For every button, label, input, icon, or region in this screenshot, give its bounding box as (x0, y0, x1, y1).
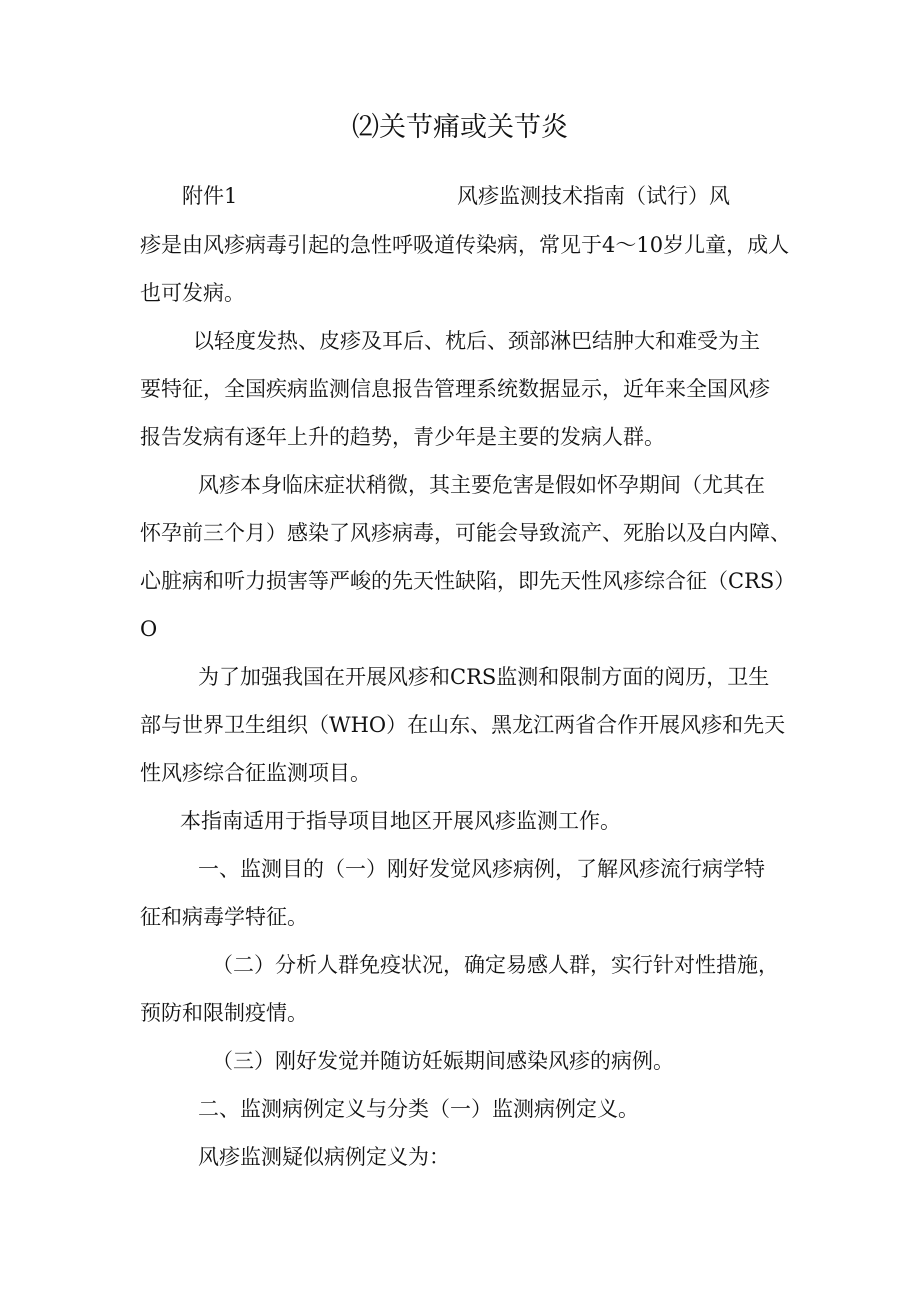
paragraph-line: 预防和限制疫情。 (140, 1001, 308, 1025)
paragraph-line: 要特征，全国疾病监测信息报告管理系统数据显示，近年来全国风疹 (140, 377, 770, 401)
attachment-label: 附件1 (182, 184, 238, 208)
paragraph-line: 一、监测目的（一）刚好发觉风疹病例，了解风疹流行病学特 (198, 857, 765, 881)
paragraph-line: 报告发病有逐年上升的趋势，青少年是主要的发病人群。 (140, 425, 665, 449)
paragraph-line: 风疹本身临床症状稍微，其主要危害是假如怀孕期间（尤其在 (198, 473, 765, 497)
paragraph-line: 也可发病。 (140, 281, 245, 305)
paragraph-line: 怀孕前三个月）感染了风疹病毒，可能会导致流产、死胎以及白内障、 (140, 521, 791, 545)
paragraph-line: 部与世界卫生组织（WHO）在山东、黑龙江两省合作开展风疹和先天 (140, 713, 786, 737)
paragraph-line: 二、监测病例定义与分类（一）监测病例定义。 (198, 1097, 639, 1121)
paragraph-line: （三）刚好发觉并随访妊娠期间感染风疹的病例。 (212, 1049, 674, 1073)
paragraph-line: 疹是由风疹病毒引起的急性呼吸道传染病，常见于4～10岁儿童，成人 (140, 233, 790, 257)
paragraph-line: 征和病毒学特征。 (140, 905, 308, 929)
paragraph-line: 心脏病和听力损害等严峻的先天性缺陷，即先天性风疹综合征（CRS） (140, 569, 796, 593)
paragraph-line: （二）分析人群免疫状况，确定易感人群，实行针对性措施， (212, 953, 779, 977)
paragraph-line: 为了加强我国在开展风疹和CRS监测和限制方面的阅历，卫生 (198, 665, 770, 689)
guide-title: 风疹监测技术指南（试行）风 (457, 184, 730, 208)
paragraph-line: 性风疹综合征监测项目。 (140, 761, 371, 785)
paragraph-line: 风疹监测疑似病例定义为： (198, 1145, 450, 1169)
paragraph-line: 以轻度发热、皮疹及耳后、枕后、颈部淋巴结肿大和难受为主 (193, 329, 760, 353)
paragraph-line: 本指南适用于指导项目地区开展风疹监测工作。 (180, 809, 621, 833)
page-title: ⑵关节痛或关节炎 (352, 112, 568, 143)
paragraph-line: O (140, 617, 158, 641)
